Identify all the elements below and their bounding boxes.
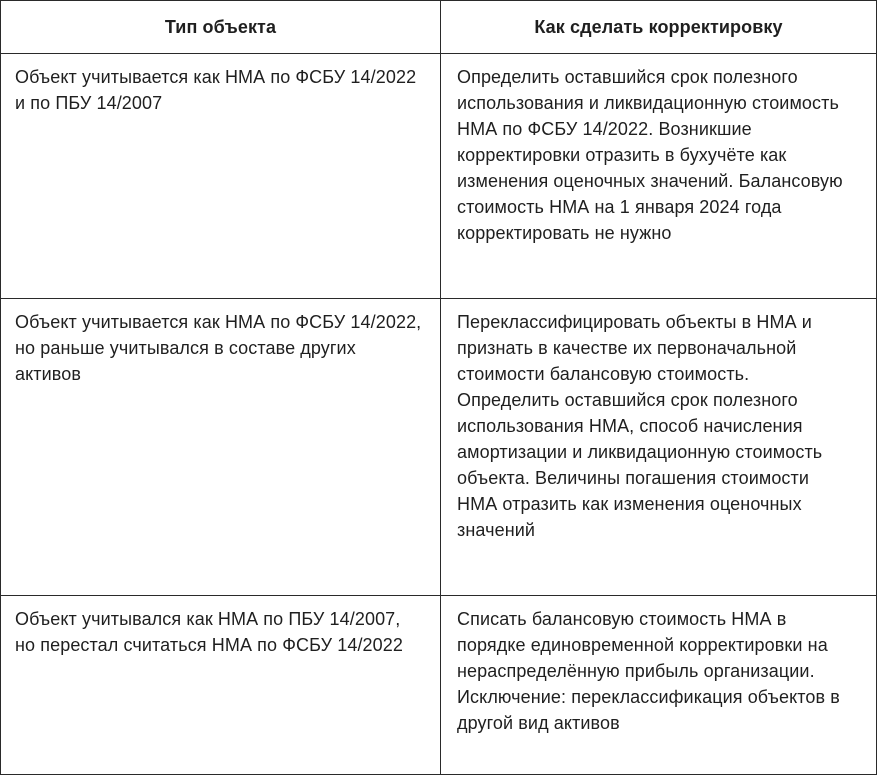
header-adjustment-method: Как сделать корректировку	[441, 1, 877, 54]
table-row	[1, 596, 877, 775]
object-type-cell: Объект учитывался как НМА по ПБУ 14/2007, но перестал считаться НМА по ФСБУ 14/2022	[1, 596, 441, 775]
table-header-row	[1, 1, 877, 54]
table-row	[1, 54, 877, 299]
adjustment-cell: Переклассифицировать объекты в НМА и признать в качестве их первоначальной стоимости балансовую стоимость. Определить оставшийся срок полезного использования НМА, способ начисления амортизации и ликвидационную стоимость объекта. Величины погашения стоимости НМА отразить как изменения оценочных значений	[441, 299, 877, 596]
adjustment-cell: Списать балансовую стоимость НМА в порядке единовременной корректировки на нераспределённую прибыль организации. Исключение: переклассификация объектов в другой вид активов	[441, 596, 877, 775]
header-object-type: Тип объекта	[1, 1, 441, 54]
object-type-cell: Объект учитывается как НМА по ФСБУ 14/2022 и по ПБУ 14/2007	[1, 54, 441, 299]
adjustment-cell: Определить оставшийся срок полезного использования и ликвидационную стоимость НМА по ФСБУ 14/2022. Возникшие корректировки отразить в бухучёте как изменения оценочных значений. Балансовую стоимость НМА на 1 января 2024 года корректировать не нужно	[441, 54, 877, 299]
table-row	[1, 299, 877, 596]
object-type-cell: Объект учитывается как НМА по ФСБУ 14/2022, но раньше учитывался в составе других активов	[1, 299, 441, 596]
